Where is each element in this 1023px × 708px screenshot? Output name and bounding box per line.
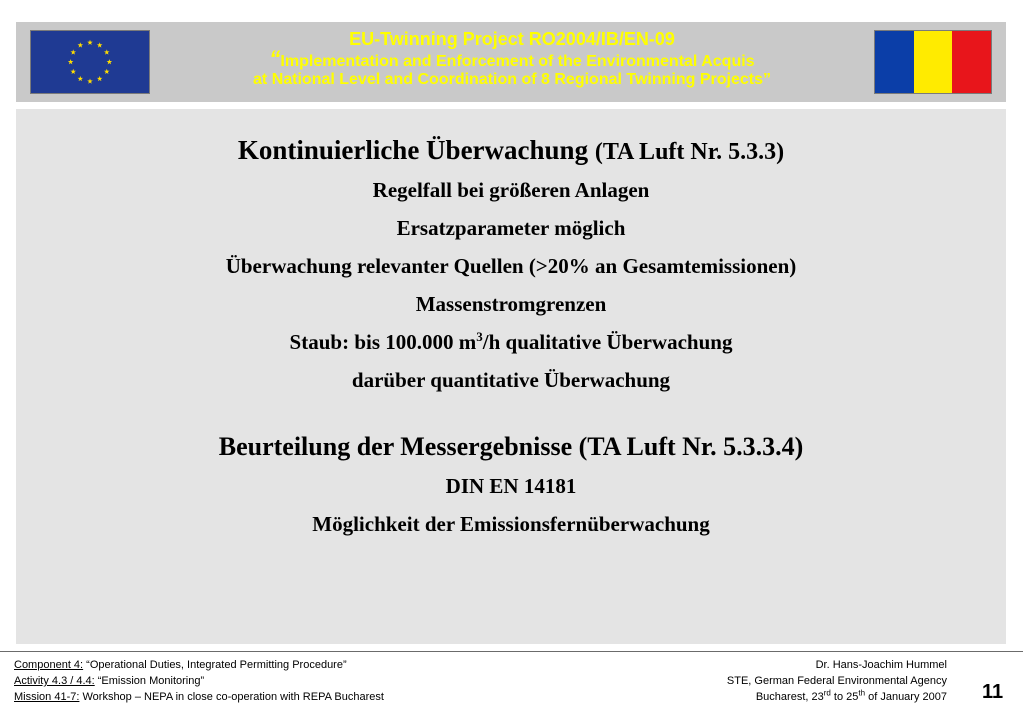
footer-organization: STE, German Federal Environmental Agency bbox=[726, 675, 947, 687]
eu-star bbox=[104, 69, 110, 74]
page-number: 11 bbox=[982, 681, 1004, 703]
flag-stripe-red bbox=[952, 31, 991, 93]
eu-star bbox=[78, 76, 84, 81]
eu-star bbox=[97, 76, 103, 81]
project-title bbox=[156, 28, 868, 89]
eu-star bbox=[70, 49, 76, 54]
footer-project-info bbox=[14, 657, 574, 705]
header-banner bbox=[16, 22, 1006, 102]
project-name-line2: at National Level and Coordination of 8 Regional Twinning Projects” bbox=[253, 71, 771, 88]
bullet-line: DIN EN 14181 bbox=[445, 474, 577, 498]
footer-divider bbox=[0, 651, 1023, 652]
slide-content-panel bbox=[16, 109, 1006, 644]
slide-content bbox=[16, 131, 1006, 543]
section-title-assessment: Beurteilung der Messergebnisse (TA Luft Nr. 5.3.3.4) bbox=[218, 432, 804, 461]
eu-flag-icon bbox=[30, 30, 150, 94]
section-title-continuous-monitoring: Kontinuierliche Überwachung (TA Luft Nr. 5.3.3) bbox=[237, 135, 785, 165]
bullet-line: Regelfall bei größeren Anlagen bbox=[372, 178, 650, 202]
project-name-line1: “Implementation and Enforcement of the Environmental Acquis bbox=[269, 46, 755, 71]
eu-star bbox=[68, 59, 74, 64]
eu-star bbox=[78, 42, 84, 47]
bullet-line: Möglichkeit der Emissionsfernüberwachung bbox=[312, 512, 710, 536]
flag-stripe-yellow bbox=[914, 31, 953, 93]
bullet-line: Ersatzparameter möglich bbox=[396, 216, 626, 240]
bullet-line-staub: Staub: bis 100.000 $m^3/h$ qualitative Überwachung bbox=[289, 329, 733, 354]
footer-component: Component 4: “Operational Duties, Integrated Permitting Procedure” bbox=[14, 659, 347, 671]
eu-star bbox=[104, 49, 110, 54]
footer-activity: Activity 4.3 / 4.4: “Emission Monitoring” bbox=[14, 675, 205, 687]
footer-date: Bucharest, 23rd to 25th of January 2007 bbox=[755, 688, 947, 703]
eu-star bbox=[97, 42, 103, 47]
footer-author: Dr. Hans-Joachim Hummel bbox=[815, 659, 947, 671]
eu-stars-icon bbox=[31, 31, 149, 93]
flag-stripe-blue bbox=[875, 31, 914, 93]
bullet-line: Überwachung relevanter Quellen (>20% an Gesamtemissionen) bbox=[225, 254, 797, 278]
bullet-line: darüber quantitative Überwachung bbox=[351, 368, 671, 392]
eu-star bbox=[107, 59, 113, 64]
bullet-line: Massenstromgrenzen bbox=[415, 292, 607, 316]
footer-mission: Mission 41-7: Workshop – NEPA in close co-operation with REPA Bucharest bbox=[14, 691, 384, 703]
eu-star bbox=[87, 78, 93, 83]
romania-flag-icon bbox=[874, 30, 992, 94]
project-code: EU-Twinning Project RO2004/IB/EN-09 bbox=[349, 29, 675, 49]
footer-author-info bbox=[587, 657, 947, 705]
eu-star bbox=[70, 69, 76, 74]
eu-star bbox=[87, 40, 93, 45]
